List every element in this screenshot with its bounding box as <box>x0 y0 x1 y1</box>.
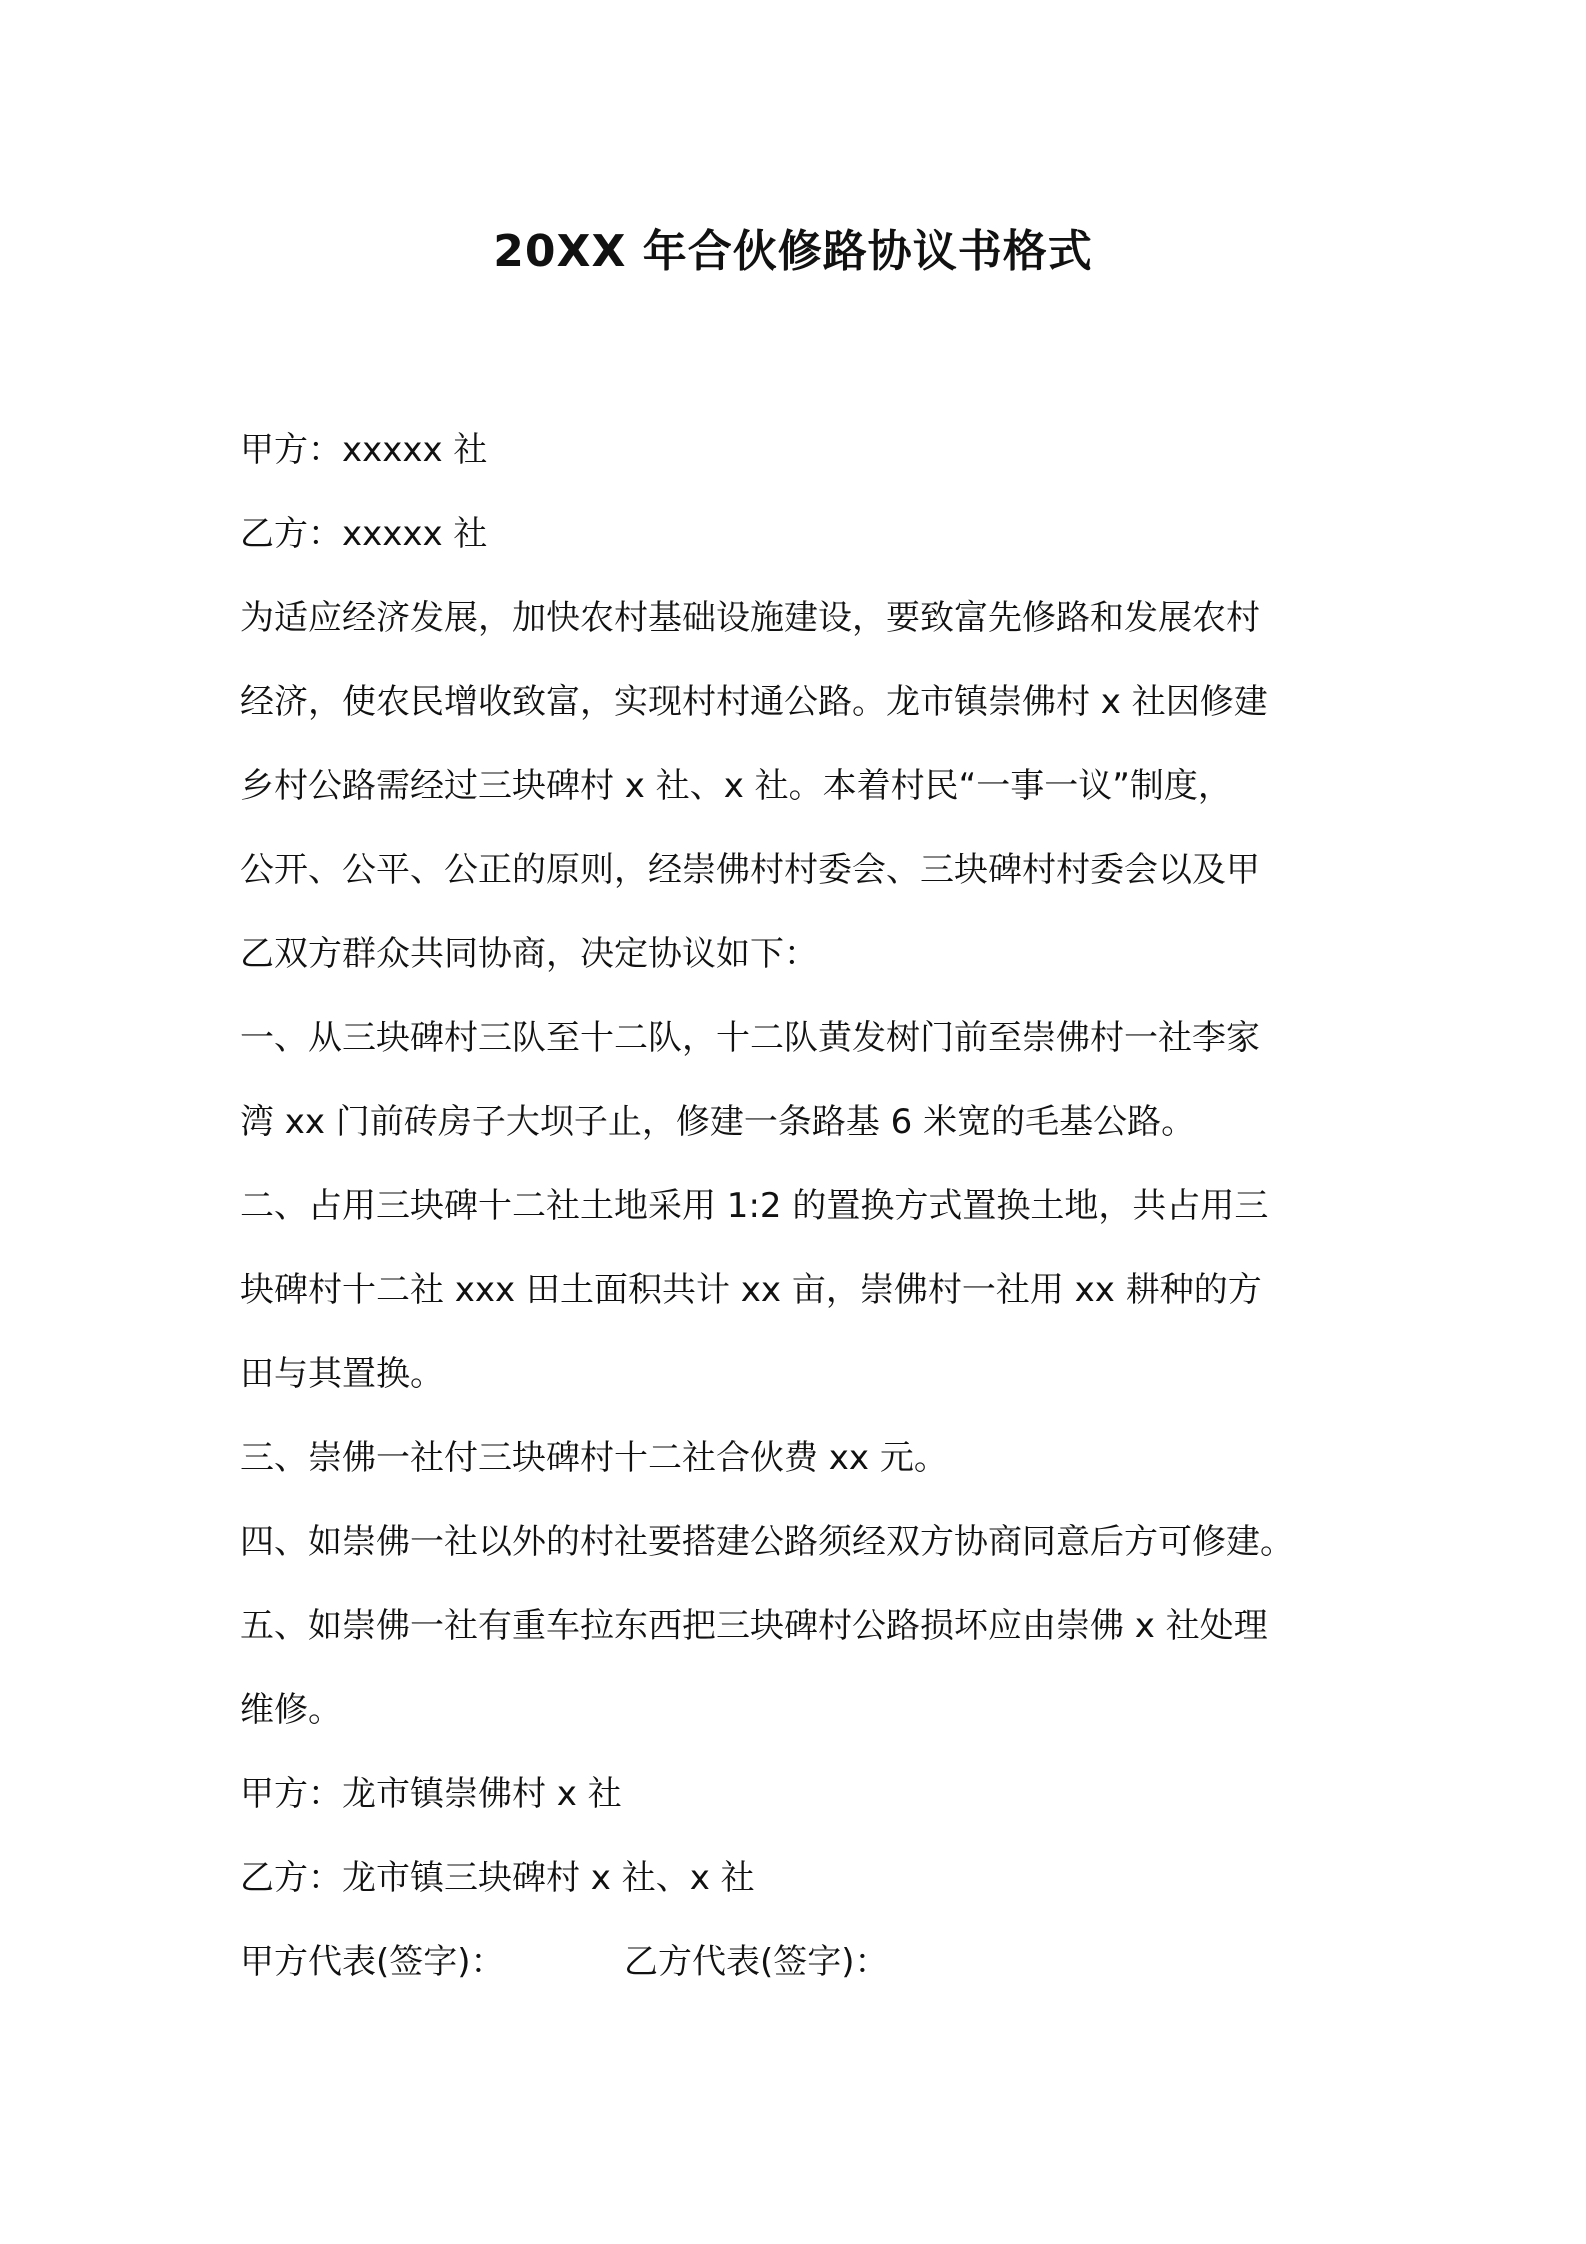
preamble-paragraph <box>240 576 1380 996</box>
signature-a-label: 甲方代表(签字)： <box>240 1942 505 1982</box>
clause-line: 五、如崇佛一社有重车拉东西把三块碑村公路损坏应由崇佛 x 社处理 <box>240 1606 1268 1646</box>
document-title: 20XX 年合伙修路协议书格式 <box>493 226 1093 277</box>
clause-4 <box>240 1500 1380 1584</box>
party-b-line: 乙方：xxxxx 社 <box>240 514 488 554</box>
clause-line: 一、从三块碑村三队至十二队，十二队黄发树门前至崇佛村一社李家 <box>240 1018 1260 1058</box>
clause-line: 湾 xx 门前砖房子大坝子止，修建一条路基 6 米宽的毛基公路。 <box>240 1102 1196 1142</box>
preamble-line: 乙双方群众共同协商，决定协议如下： <box>240 934 818 974</box>
clause-line: 田与其置换。 <box>240 1354 444 1394</box>
closing-party-a: 甲方：龙市镇崇佛村 x 社 <box>240 1774 622 1814</box>
clause-line: 三、崇佛一社付三块碑村十二社合伙费 xx 元。 <box>240 1438 948 1478</box>
preamble-line: 经济，使农民增收致富，实现村村通公路。龙市镇崇佛村 x 社因修建 <box>240 682 1268 722</box>
clause-line: 二、占用三块碑十二社土地采用 1:2 的置换方式置换土地，共占用三 <box>240 1186 1269 1226</box>
clause-5 <box>240 1584 1380 1752</box>
signature-b-label: 乙方代表(签字)： <box>624 1942 889 1982</box>
preamble-line: 乡村公路需经过三块碑村 x 社、x 社。本着村民“一事一议”制度， <box>240 766 1232 806</box>
preamble-line: 公开、公平、公正的原则，经崇佛村村委会、三块碑村村委会以及甲 <box>240 850 1260 890</box>
preamble-line: 为适应经济发展，加快农村基础设施建设，要致富先修路和发展农村 <box>240 598 1260 638</box>
clause-2 <box>240 1164 1380 1416</box>
clause-line: 块碑村十二社 xxx 田土面积共计 xx 亩，崇佛村一社用 xx 耕种的方 <box>240 1270 1262 1310</box>
clause-line: 维修。 <box>240 1690 342 1730</box>
clause-1 <box>240 996 1380 1164</box>
clause-3 <box>240 1416 1380 1500</box>
clause-line: 四、如崇佛一社以外的村社要搭建公路须经双方协商同意后方可修建。 <box>240 1522 1294 1562</box>
party-a-line: 甲方：xxxxx 社 <box>240 430 488 470</box>
signature-row <box>240 1920 1380 2004</box>
closing-party-b: 乙方：龙市镇三块碑村 x 社、x 社 <box>240 1858 755 1898</box>
document-body <box>240 408 1380 2004</box>
